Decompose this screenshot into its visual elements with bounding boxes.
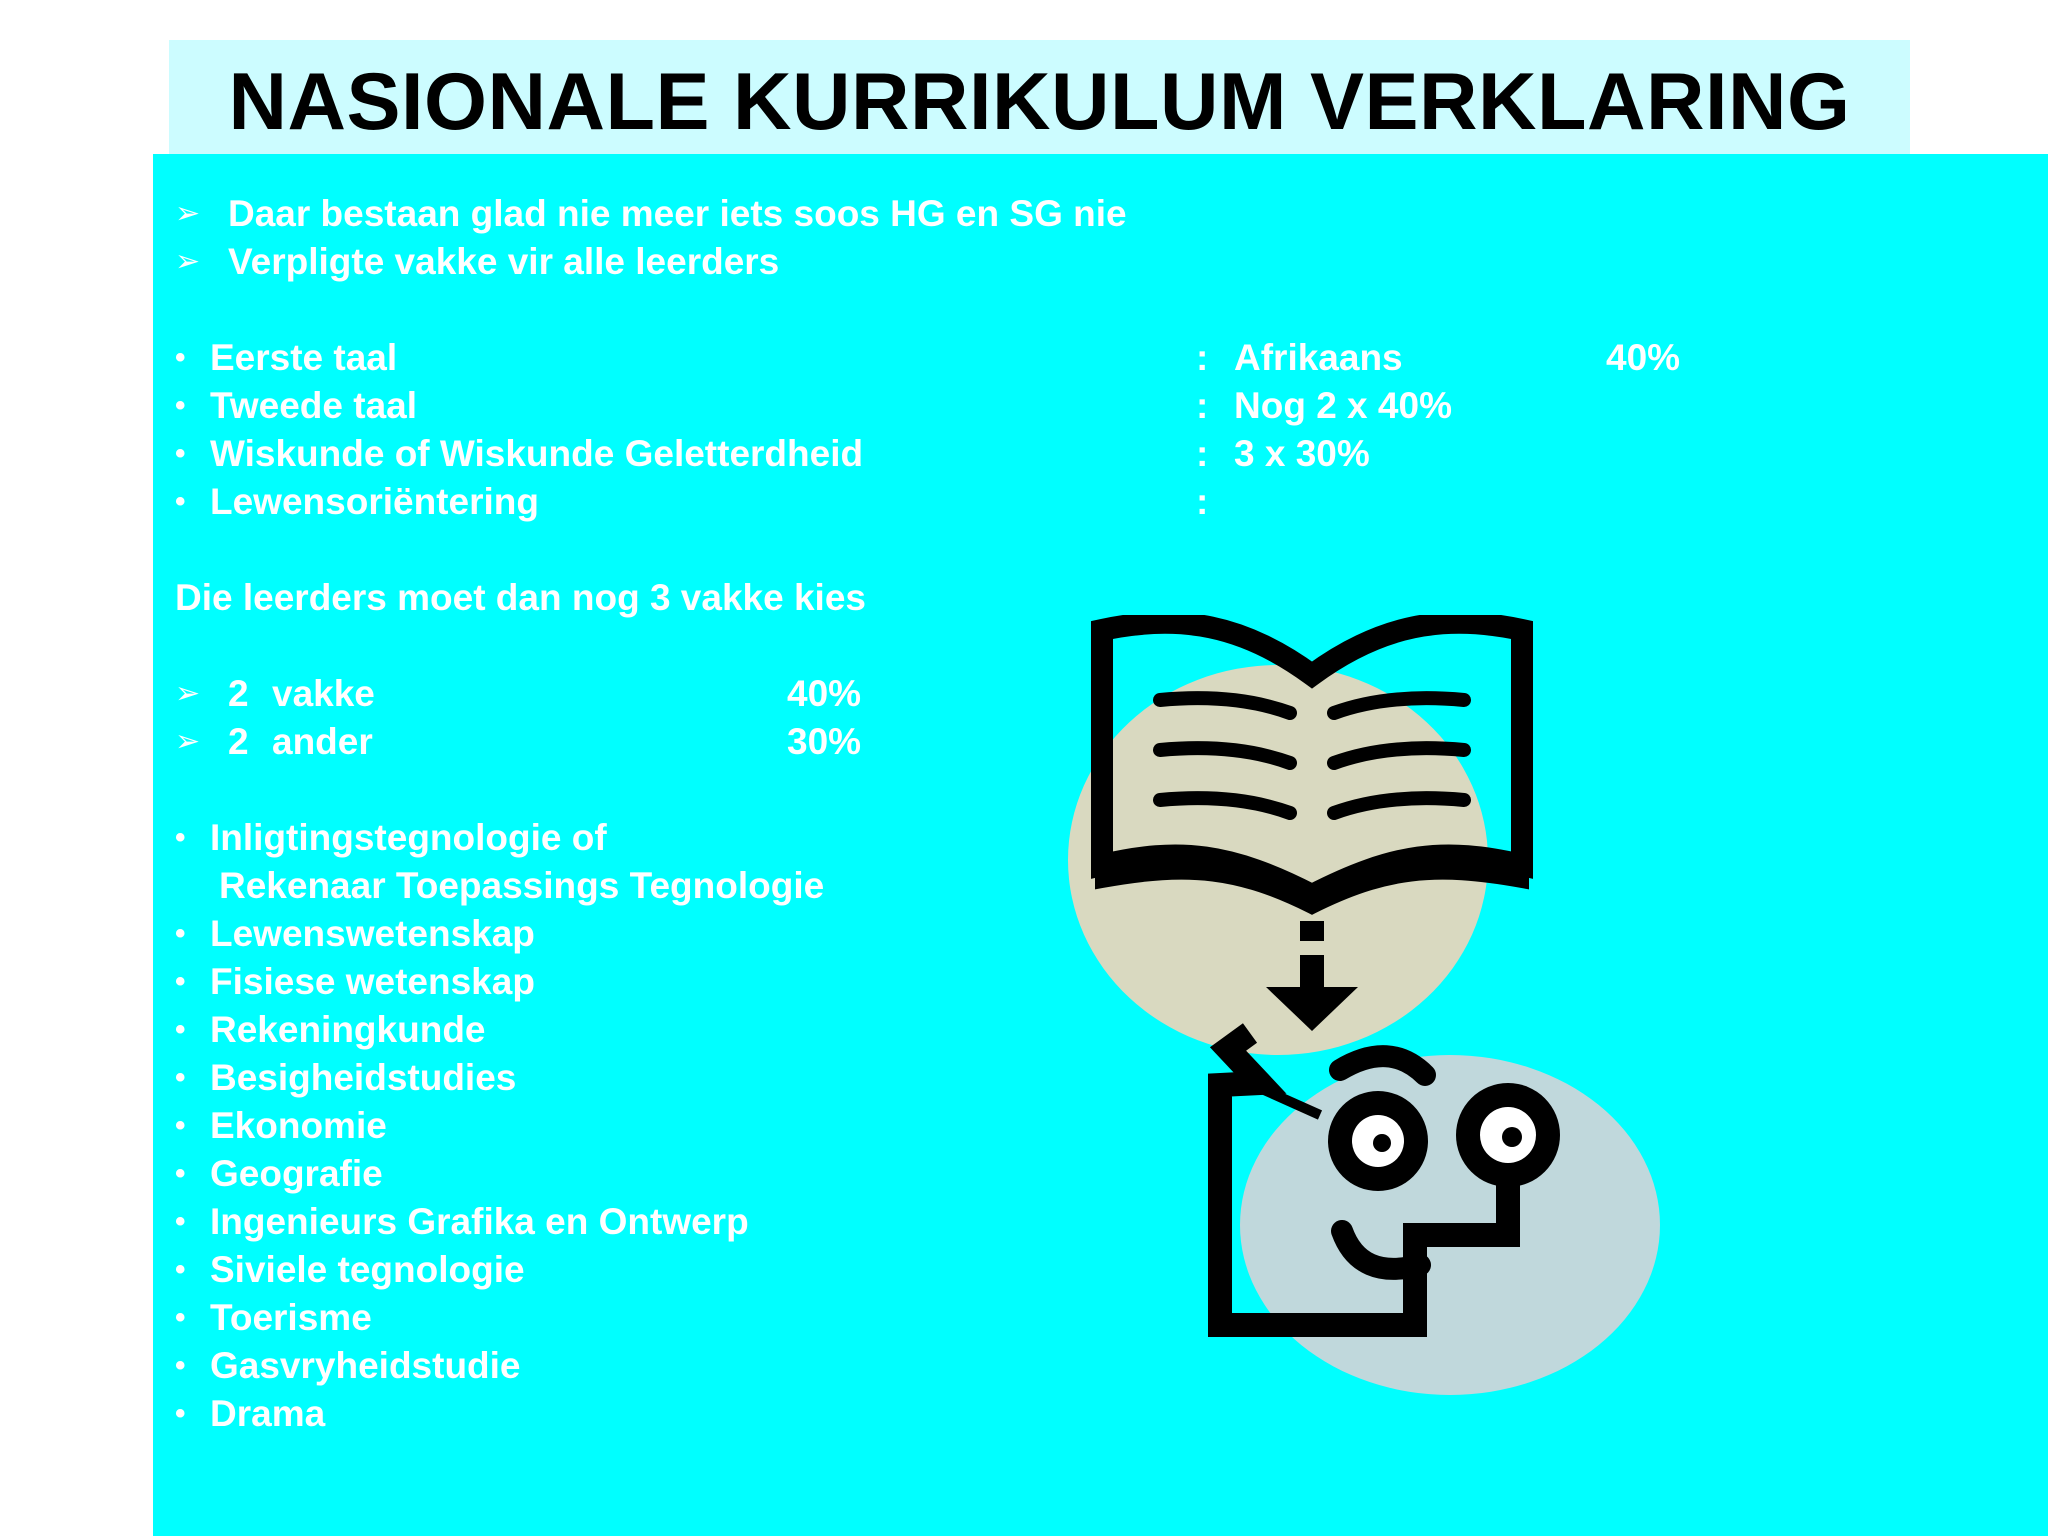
bullet: • xyxy=(175,917,186,950)
colon: : xyxy=(1196,337,1209,378)
bullet: • xyxy=(175,389,186,422)
elective-item: Drama xyxy=(210,1393,326,1434)
bullet: • xyxy=(175,1013,186,1046)
elective-item-continuation: Rekenaar Toepassings Tegnologie xyxy=(219,865,825,906)
bullet: • xyxy=(175,1397,186,1430)
choice-count: 2 xyxy=(228,721,249,762)
page-title: NASIONALE KURRIKULUM VERKLARING xyxy=(228,57,1851,147)
arrow-icon: ➢ xyxy=(175,197,201,230)
elective-item: Geografie xyxy=(210,1153,383,1194)
compulsory-percent: 40% xyxy=(1606,337,1681,378)
arrow-icon: ➢ xyxy=(175,245,201,278)
choose-text: Die leerders moet dan nog 3 vakke kies xyxy=(175,577,866,618)
colon: : xyxy=(1196,385,1209,426)
colon: : xyxy=(1196,481,1209,522)
elective-item: Siviele tegnologie xyxy=(210,1249,525,1290)
intro-point: Daar bestaan glad nie meer iets soos HG en SG nie xyxy=(228,193,1127,234)
compulsory-subject: Tweede taal xyxy=(210,385,418,426)
elective-item: Gasvryheidstudie xyxy=(210,1345,521,1386)
bullet: • xyxy=(175,821,186,854)
elective-item: Inligtingstegnologie of xyxy=(210,817,607,858)
bullet: • xyxy=(175,965,186,998)
bullet: • xyxy=(175,1205,186,1238)
elective-item: Fisiese wetenskap xyxy=(210,961,535,1002)
choice-label: ander xyxy=(272,721,373,762)
arrow-icon: ➢ xyxy=(175,677,201,710)
compulsory-detail: Afrikaans xyxy=(1234,337,1403,378)
bullet: • xyxy=(175,341,186,374)
arrow-icon: ➢ xyxy=(175,725,201,758)
choice-label: vakke xyxy=(272,673,375,714)
compulsory-subject: Eerste taal xyxy=(210,337,398,378)
intro-point: Verpligte vakke vir alle leerders xyxy=(228,241,780,282)
elective-item: Besigheidstudies xyxy=(210,1057,517,1098)
bullet: • xyxy=(175,1061,186,1094)
bullet: • xyxy=(175,485,186,518)
choice-percent: 30% xyxy=(787,721,862,762)
choice-count: 2 xyxy=(228,673,249,714)
elective-item: Toerisme xyxy=(210,1297,372,1338)
bullet: • xyxy=(175,1109,186,1142)
elective-item: Ingenieurs Grafika en Ontwerp xyxy=(210,1201,749,1242)
book-reader-illustration xyxy=(1060,615,1660,1395)
compulsory-subject: Wiskunde of Wiskunde Geletterdheid xyxy=(210,433,864,474)
elective-item: Lewenswetenskap xyxy=(210,913,535,954)
bullet: • xyxy=(175,1349,186,1382)
choice-percent: 40% xyxy=(787,673,862,714)
elective-item: Ekonomie xyxy=(210,1105,387,1146)
bullet: • xyxy=(175,1157,186,1190)
compulsory-detail: 3 x 30% xyxy=(1234,433,1370,474)
elective-item: Rekeningkunde xyxy=(210,1009,486,1050)
colon: : xyxy=(1196,433,1209,474)
compulsory-detail: Nog 2 x 40% xyxy=(1234,385,1452,426)
compulsory-subject: Lewensoriëntering xyxy=(210,481,539,522)
bullet: • xyxy=(175,1301,186,1334)
bullet: • xyxy=(175,1253,186,1286)
bullet: • xyxy=(175,437,186,470)
